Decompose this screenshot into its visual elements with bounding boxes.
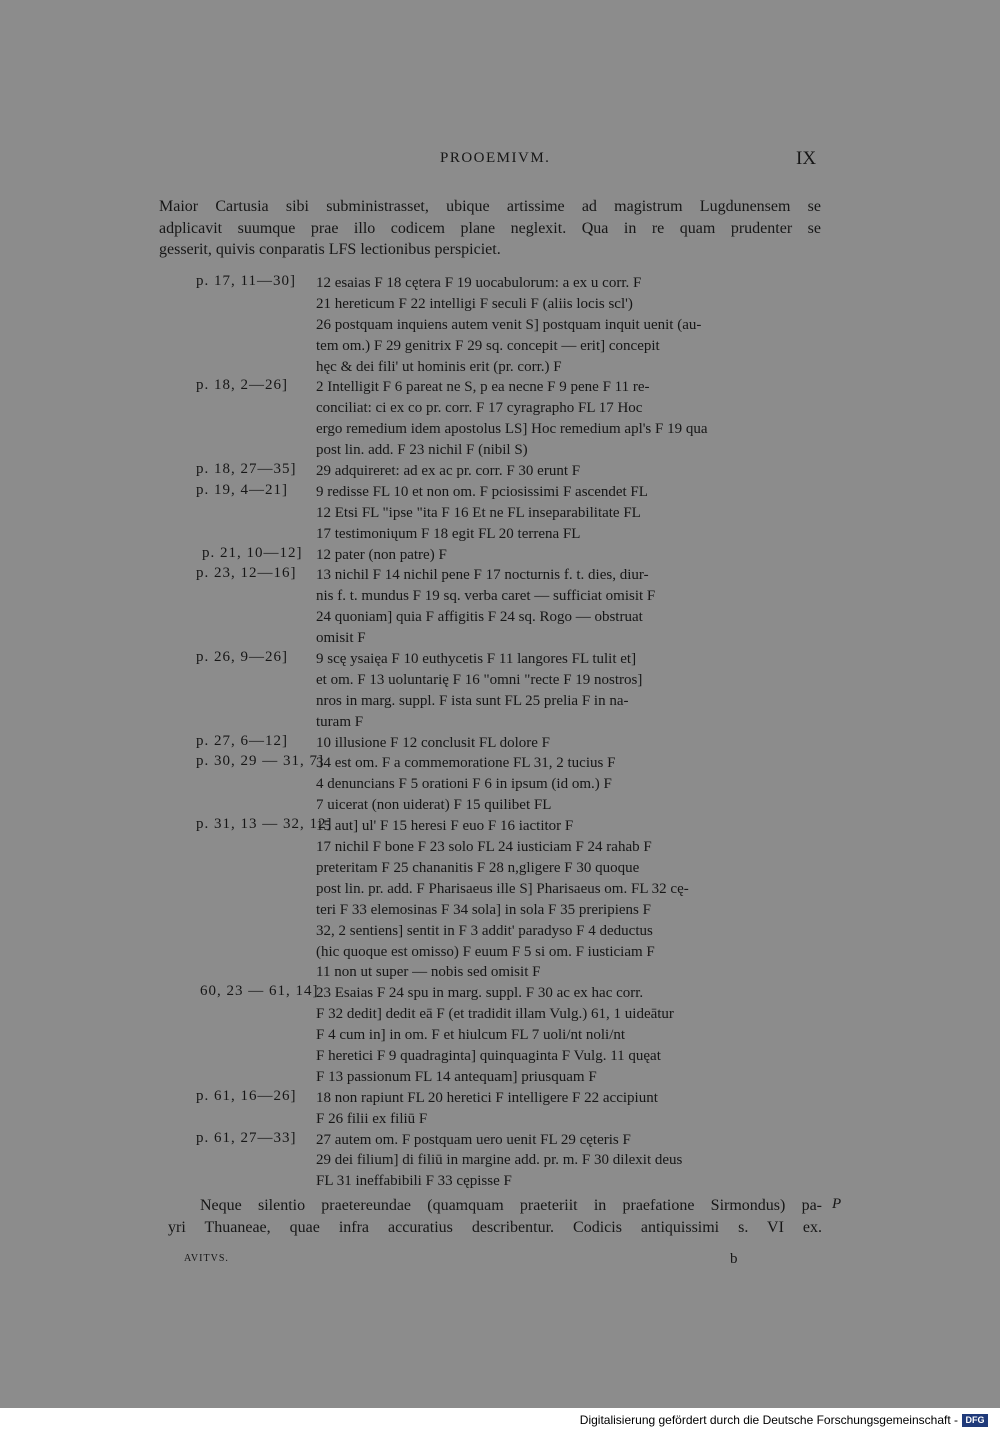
page-reference: p. 18, 27—35] (196, 461, 297, 478)
variant-line: 7 uicerat (non uiderat) F 15 quilibet FL (316, 797, 552, 814)
variant-line: 34 est om. F a commemoratione FL 31, 2 tucius F (316, 755, 616, 772)
dfg-logo-icon: DFG (962, 1414, 988, 1427)
variant-line: 17 nichil F bone F 23 solo FL 24 iusticiam F 24 rahab F (316, 839, 652, 856)
collation-entry (0, 377, 1000, 461)
variant-line: teri F 33 elemosinas F 34 sola] in sola F 35 preripiens F (316, 901, 651, 918)
variant-line: tem om.) F 29 genitrix F 29 sq. concepit — erit] concepit (316, 337, 660, 354)
variant-line: post lin. pr. add. F Pharisaeus ille S] Pharisaeus om. FL 32 cę- (316, 880, 689, 897)
intro-line: gesserit, quivis conparatis LFS lectionibus perspiciet. (159, 241, 501, 258)
collation-entry (0, 273, 1000, 377)
variant-line: ergo remedium idem apostolus LS] Hoc remedium apl's F 19 qua (316, 421, 708, 438)
variant-line: 11 non ut super — nobis sed omisit F (316, 964, 541, 981)
entry-body (316, 273, 822, 377)
page-reference: p. 23, 12—16] (196, 565, 297, 582)
signature-mark: AVITVS. (184, 1253, 229, 1264)
page-reference: 60, 23 — 61, 14] (200, 983, 319, 1000)
variant-line: turam F (316, 713, 364, 730)
collation-entry (0, 1130, 1000, 1193)
variant-line: conciliat: ci ex co pr. corr. F 17 cyragrapho FL 17 Hoc (316, 400, 643, 417)
variant-line: F 13 passionum FL 14 antequam] priusquam F (316, 1068, 597, 1085)
intro-paragraph (159, 196, 821, 261)
entry-body (316, 545, 822, 566)
entry-body (316, 733, 822, 754)
page-reference: p. 17, 11—30] (196, 273, 296, 289)
variant-line: 10 illusione F 12 conclusit FL dolore F (316, 734, 551, 751)
running-head (0, 148, 1000, 174)
page-reference: p. 31, 13 — 32, 12] (196, 816, 333, 833)
intro-line: adplicavit suumque prae illo codicem plane neglexit. Qua in re quam prudenter se (159, 219, 821, 237)
variant-line: 29 dei filium] di filiū in margine add. pr. m. F 30 dilexit deus (316, 1152, 683, 1169)
collation-entries (0, 273, 1000, 1192)
entry-body (316, 649, 822, 733)
variant-line: 27 autem om. F postquam uero uenit FL 29 cęteris F (316, 1131, 631, 1148)
entry-body (316, 1088, 822, 1130)
variant-line: 4 denuncians F 5 orationi F 6 in ipsum (id om.) F (316, 776, 612, 793)
variant-line: FL 31 ineffabibili F 33 cępisse F (316, 1173, 512, 1190)
variant-line: F heretici F 9 quadraginta] quinquaginta F Vulg. 11 quęat (316, 1047, 661, 1064)
variant-line: 24 quoniam] quia F affigitis F 24 sq. Rogo — obstruat (316, 609, 643, 626)
closing-line: yri Thuaneae, quae infra accuratius describentur. Codicis antiquissimi s. VI ex. (168, 1219, 822, 1236)
collation-entry (0, 753, 1000, 816)
page-reference: p. 18, 2—26] (196, 377, 288, 394)
page-reference: p. 26, 9—26] (196, 649, 288, 666)
variant-line: 18 non rapiunt FL 20 heretici F intelligere F 22 accipiunt (316, 1089, 658, 1106)
page-reference: p. 61, 27—33] (196, 1129, 297, 1146)
variant-line: 2 Intelligit F 6 pareat ne S, p ea necne F 9 pene F 11 re- (316, 379, 650, 396)
page-number: IX (796, 148, 817, 169)
variant-line: 32, 2 sentiens] sentit in F 3 addit' paradyso F 4 deductus (316, 922, 653, 939)
variant-line: nros in marg. suppl. F ista sunt FL 25 prelia F in na- (316, 692, 629, 709)
collation-entry (0, 1088, 1000, 1130)
variant-line: 13 nichil F 14 nichil pene F 17 nocturnis f. t. dies, diur- (316, 567, 649, 584)
entry-body (316, 482, 822, 545)
collation-entry (0, 816, 1000, 983)
variant-line: 12 pater (non patre) F (316, 546, 447, 563)
variant-line: preteritam F 25 chananitis F 28 n,gligere F 30 quoque (316, 859, 640, 876)
page-reference: p. 27, 6—12] (196, 732, 288, 749)
collation-entry (0, 545, 1000, 566)
closing-line: Neque silentio praetereundae (quamquam praeteriit in praefatione Sirmondus) pa- (200, 1197, 822, 1214)
collation-entry (0, 461, 1000, 482)
entry-body (316, 753, 822, 816)
entry-body (316, 983, 822, 1087)
entry-body (316, 565, 822, 649)
collation-entry (0, 983, 1000, 1087)
variant-line: (hic quoque est omisso) F euum F 5 si om. F iusticiam F (316, 943, 655, 960)
entry-body (316, 461, 822, 482)
closing-paragraph (168, 1195, 822, 1239)
entry-body (316, 377, 822, 461)
footer-credit: Digitalisierung gefördert durch die Deutsche Forschungsgemeinschaft - (579, 1413, 958, 1427)
collation-entry (0, 733, 1000, 754)
collation-entry (0, 565, 1000, 649)
variant-line: 9 redisse FL 10 et non om. F pciosissimi F ascendet FL (316, 483, 648, 500)
margin-siglum: P (832, 1196, 842, 1212)
variant-line: 12 Etsi FL "ipse "ita F 16 Et ne FL inseparabilitate FL (316, 504, 641, 521)
footer-bar (0, 1408, 1000, 1434)
collation-entry (0, 649, 1000, 733)
page-reference: p. 61, 16—26] (196, 1087, 297, 1104)
page-reference: p. 19, 4—21] (196, 481, 288, 498)
entry-body (316, 816, 822, 983)
variant-line: et om. F 13 uoluntarię F 16 "omni "recte F 19 nostros] (316, 671, 643, 688)
running-title: PROOEMIVM. (440, 150, 551, 166)
variant-line: 15 aut] ul' F 15 heresi F euo F 16 iactitor F (316, 818, 574, 835)
variant-line: F 32 dedit] dedit eā F (et tradidit illam Vulg.) 61, 1 uideātur (316, 1006, 674, 1023)
entry-body (316, 1130, 822, 1193)
variant-line: F 26 filii ex filiū F (316, 1110, 428, 1127)
gathering-mark: b (730, 1251, 738, 1267)
page-reference: p. 30, 29 — 31, 7] (196, 753, 324, 770)
variant-line: omisit F (316, 630, 366, 647)
variant-line: 23 Esaias F 24 spu in marg. suppl. F 30 ac ex hac corr. (316, 985, 644, 1002)
variant-line: nis f. t. mundus F 19 sq. verba caret — sufficiat omisit F (316, 588, 656, 605)
variant-line: F 4 cum in] in om. F et hiulcum FL 7 uoli/nt noli/nt (316, 1027, 626, 1044)
variant-line: 26 postquam inquiens autem venit S] postquam inquit uenit (au- (316, 316, 702, 333)
variant-line: 12 esaias F 18 cętera F 19 uocabulorum: a ex u corr. F (316, 275, 642, 291)
collation-entry (0, 482, 1000, 545)
variant-line: 21 hereticum F 22 intelligi F seculi F (aliis locis scl') (316, 295, 633, 312)
variant-line: 9 scę ysaięa F 10 euthycetis F 11 langores FL tulit et] (316, 651, 637, 668)
page-reference: p. 21, 10—12] (202, 544, 303, 561)
intro-line: Maior Cartusia sibi subministrasset, ubique artissime ad magistrum Lugdunensem se (159, 198, 821, 215)
variant-line: post lin. add. F 23 nichil F (nibil S) (316, 442, 528, 459)
variant-line: hęc & dei fili' ut hominis erit (pr. corr.) F (316, 358, 562, 375)
variant-line: 17 testimoniųum F 18 egit FL 20 terrena FL (316, 525, 581, 542)
variant-line: 29 adquireret: ad ex ac pr. corr. F 30 erunt F (316, 463, 581, 480)
